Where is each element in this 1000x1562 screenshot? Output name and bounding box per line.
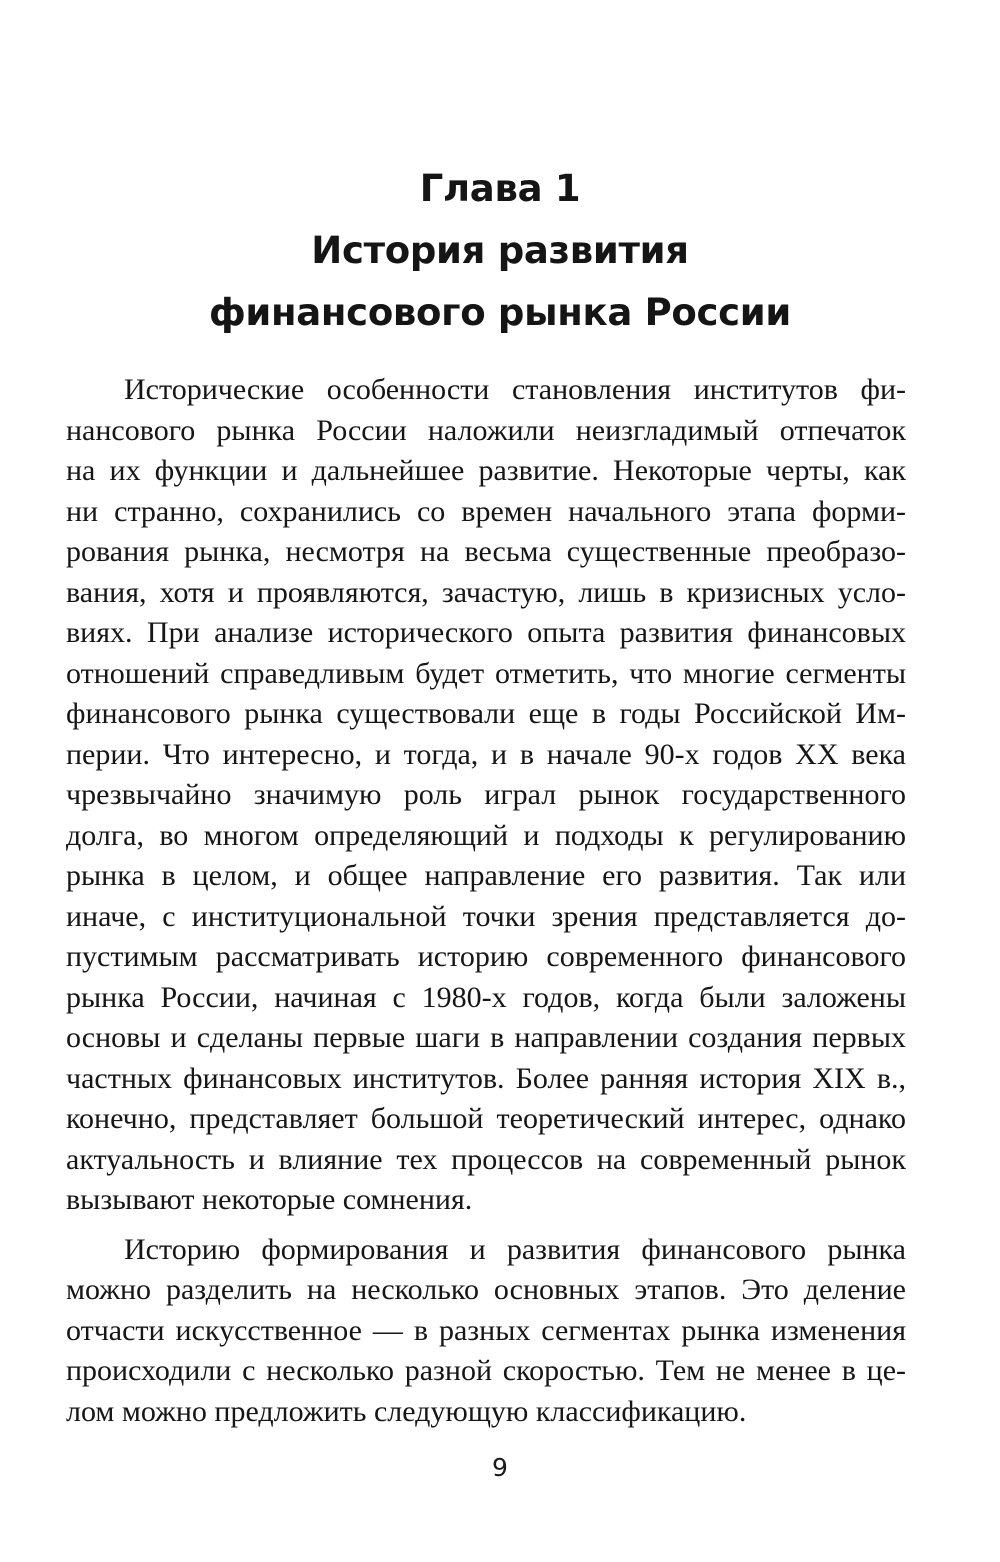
body-text bbox=[66, 370, 906, 1432]
text-line: можно разделить на несколько основных этапов. Это деление bbox=[66, 1273, 906, 1306]
text-line: отчасти искусственное — в разных сегментах рынка изменения bbox=[66, 1313, 906, 1347]
paragraph bbox=[66, 1230, 906, 1433]
text-line: иначе, с институциональной точки зрения представляется до- bbox=[66, 899, 906, 933]
text-line: рования рынка, несмотря на весьма существенные преобразо- bbox=[66, 535, 906, 568]
text-line: частных финансовых институтов. Более ранняя история XIX в., bbox=[66, 1061, 906, 1095]
text-line: чрезвычайно значимую роль играл рынок государственного bbox=[66, 778, 906, 811]
text-line: происходили с несколько разной скоростью. Тем не менее в це- bbox=[66, 1354, 906, 1387]
text-line: отношений справедливым будет отметить, что многие сегменты bbox=[66, 656, 906, 690]
chapter-title-line-1: История развития bbox=[311, 229, 689, 272]
chapter-number: Глава 1 bbox=[419, 167, 581, 210]
page-number: 9 bbox=[492, 1453, 508, 1482]
text-line: виях. При анализе исторического опыта развития финансовых bbox=[66, 616, 906, 649]
text-line: долга, во многом определяющий и подходы к регулированию bbox=[66, 818, 906, 852]
text-line: на их функции и дальнейшее развитие. Некоторые черты, как bbox=[66, 454, 906, 487]
text-line: рынка России, начиная с 1980-х годов, когда были заложены bbox=[66, 980, 906, 1014]
text-line: рынка в целом, и общее направление его развития. Так или bbox=[66, 859, 906, 892]
chapter-title-line-2: финансового рынка России bbox=[208, 291, 792, 334]
text-line: вания, хотя и проявляются, зачастую, лишь в кризисных усло- bbox=[66, 575, 906, 609]
text-line: Исторические особенности становления институтов фи- bbox=[124, 373, 906, 406]
text-line: Историю формирования и развития финансового рынка bbox=[124, 1232, 906, 1266]
text-line: основы и сделаны первые шаги в направлении создания первых bbox=[66, 1021, 906, 1054]
text-line: ни странно, сохранились со времен начального этапа форми- bbox=[66, 494, 906, 528]
paragraph-gap bbox=[66, 1221, 906, 1230]
text-line: перии. Что интересно, и тогда, и в начале 90-х годов XX века bbox=[66, 737, 906, 771]
text-line: конечно, представляет большой теоретический интерес, однако bbox=[66, 1102, 906, 1135]
text-line: финансового рынка существовали еще в годы Российской Им- bbox=[66, 697, 906, 730]
text-line: пустимым рассматривать историю современного финансового bbox=[66, 940, 906, 973]
chapter-heading bbox=[60, 158, 940, 344]
text-line: вызывают некоторые сомнения. bbox=[66, 1183, 473, 1216]
text-line: нансового рынка России наложили неизгладимый отпечаток bbox=[66, 413, 906, 447]
text-line: актуальность и влияние тех процессов на современный рынок bbox=[66, 1142, 906, 1176]
text-line: лом можно предложить следующую классификацию. bbox=[66, 1394, 747, 1428]
paragraph bbox=[66, 370, 906, 1221]
